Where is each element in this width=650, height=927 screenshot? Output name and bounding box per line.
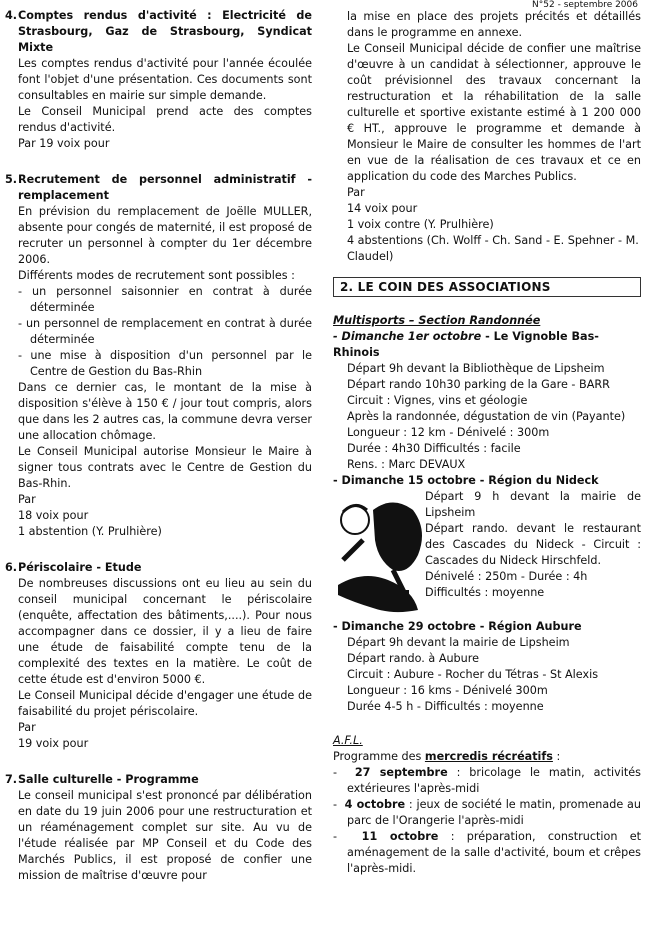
paragraph: Le Conseil Municipal décide d'engager une étude de faisabilité du projet périscolaire. bbox=[18, 689, 312, 718]
afl-item: - 11 octobre : préparation, construction et aménagement de la salle d'activité, boum et crêpes l'après-midi. bbox=[333, 830, 641, 875]
event-line: Longueur : 16 kms - Dénivelé 300m bbox=[347, 684, 548, 697]
afl-item-date: 27 septembre bbox=[354, 766, 448, 779]
afl-item: - 27 septembre : bricolage le matin, activités extérieures l'après-midi bbox=[333, 766, 641, 795]
vote: 1 abstention (Y. Prulhière) bbox=[18, 525, 162, 538]
event-line: Durée : 4h30 Difficultés : facile bbox=[347, 442, 521, 455]
paragraph: Le Conseil Municipal prend acte des comptes rendus d'activité. bbox=[18, 105, 312, 134]
event-line: Circuit : Vignes, vins et géologie bbox=[347, 394, 528, 407]
event-date: - Dimanche 29 octobre - Région Aubure bbox=[333, 620, 582, 633]
item-6 bbox=[0, 560, 312, 752]
afl-title: A.F.L. bbox=[333, 734, 363, 747]
vote: 14 voix pour bbox=[347, 202, 418, 215]
event-line: Difficultés : moyenne bbox=[425, 586, 545, 599]
paragraph: Le conseil municipal s'est prononcé par délibération en date du 19 juin 2006 pour une restructuration et un réaménagement complet sur site. Au vu de l'étude réalisée par MP Conseil et du Code des Marchés Publics, il est proposé de confier une mission de maîtrise d'œuvre pour bbox=[18, 789, 312, 882]
event-1 bbox=[333, 329, 641, 473]
afl-intro-highlight: mercredis récréatifs bbox=[424, 750, 553, 763]
item-title: Recrutement de personnel administratif - remplacement bbox=[18, 173, 312, 202]
event-date: - Dimanche 1er octobre bbox=[333, 330, 482, 343]
paragraph: En prévision du remplacement de Joëlle MULLER, absente pour congés de maternité, il est proposé de recruter un personnel à compter du 1er décembre 2006. bbox=[18, 205, 312, 266]
event-line: Départ 9 h devant la mairie de Lipsheim bbox=[425, 490, 641, 519]
event-line: Durée 4-5 h - Difficultés : moyenne bbox=[347, 700, 544, 713]
vote: 1 voix contre (Y. Prulhière) bbox=[347, 218, 494, 231]
item-number: 7. bbox=[5, 773, 18, 786]
hiker-illustration bbox=[333, 490, 443, 620]
afl-section bbox=[333, 733, 641, 877]
event-line: Départ 9h devant la mairie de Lipsheim bbox=[347, 636, 570, 649]
afl-item-text: : préparation, construction et aménagement de la salle d'activité, boum et crêpes l'après-midi. bbox=[347, 830, 641, 875]
afl-intro-text: Programme des bbox=[333, 750, 425, 763]
vote: Par bbox=[18, 721, 36, 734]
option: - un personnel saisonnier en contrat à durée déterminée bbox=[18, 285, 312, 314]
event-date: - Dimanche 15 octobre - Région du Nideck bbox=[333, 474, 599, 487]
afl-intro bbox=[333, 749, 641, 765]
multisports-title: Multisports – Section Randonnée bbox=[333, 314, 541, 327]
paragraph: Le Conseil Municipal décide de confier une maîtrise d'œuvre à un candidat à sélectionner, approuve le coût prévisionnel des travaux concernant la restructuration et la réhabilitation de la salle culturelle et sportive existante estimé à 1 200 000 € HT., approuve le programme et demande à Monsieur le Maire de consulter les hommes de l'art en vue de la réalisation de ces travaux et ce en application du code des Marches Publics. bbox=[347, 42, 641, 183]
item-title: Périscolaire - Etude bbox=[18, 561, 142, 574]
event-line: Après la randonnée, dégustation de vin (Payante) bbox=[347, 410, 626, 423]
afl-item-date: 4 octobre bbox=[344, 798, 406, 811]
vote: 18 voix pour bbox=[18, 509, 89, 522]
paragraph: Différents modes de recrutement sont possibles : bbox=[18, 269, 295, 282]
event-line: Départ 9h devant la Bibliothèque de Lipsheim bbox=[347, 362, 605, 375]
vote: Par bbox=[18, 493, 36, 506]
issue-header: N°52 - septembre 2006 bbox=[532, 0, 638, 10]
afl-item: - 4 octobre : jeux de société le matin, promenade au parc de l'Orangerie l'après-midi bbox=[333, 798, 641, 827]
event-line: Départ rando 10h30 parking de la Gare - BARR bbox=[347, 378, 610, 391]
event-line: Longueur : 12 km - Dénivelé : 300m bbox=[347, 426, 550, 439]
item-number: 5. bbox=[5, 173, 18, 186]
event-line: Circuit : Aubure - Rocher du Tétras - St Alexis bbox=[347, 668, 599, 681]
vote: Par 19 voix pour bbox=[18, 137, 110, 150]
vote: 4 abstentions (Ch. Wolff - Ch. Sand - E. Spehner - M. Claudel) bbox=[347, 234, 639, 263]
event-line: Rens. : Marc DEVAUX bbox=[347, 458, 466, 471]
item-7 bbox=[0, 772, 312, 884]
left-column bbox=[0, 0, 312, 884]
event-place: - Le Vignoble Bas-Rhinois bbox=[333, 330, 599, 359]
vote: 19 voix pour bbox=[18, 737, 89, 750]
event-3 bbox=[333, 619, 641, 715]
item-title: Salle culturelle - Programme bbox=[18, 773, 199, 786]
event-line: Dénivelé : 250m - Durée : 4h bbox=[425, 570, 588, 583]
afl-item-text: : bricolage le matin, activités extérieures l'après-midi bbox=[347, 766, 641, 795]
afl-item-text: : jeux de société le matin, promenade au parc de l'Orangerie l'après-midi bbox=[347, 798, 641, 827]
item-number: 6. bbox=[5, 561, 18, 574]
item-5 bbox=[0, 172, 312, 540]
paragraph: De nombreuses discussions ont eu lieu au sein du conseil municipal concernant le périscolaire (enquête, affectation des bâtiments,....). Pour nous accompagner dans ce dossier, il y a lieu de faire une étude de faisabilité compte tenu de la complexité des textes en la matière. Le coût de cette étude est d'environ 5000 €. bbox=[18, 577, 312, 686]
vote: Par bbox=[347, 186, 365, 199]
option: - un personnel de remplacement en contrat à durée déterminée bbox=[18, 317, 312, 346]
paragraph: Dans ce dernier cas, le montant de la mise à disposition s'élève à 150 € / jour tout compris, alors que dans les 2 autres cas, la commune devra verser une allocation chômage. bbox=[18, 381, 312, 442]
paragraph: Les comptes rendus d'activité pour l'année écoulée font l'objet d'une présentation. Ces documents sont consultables en mairie sur simple demande. bbox=[18, 57, 312, 102]
afl-intro-suffix: : bbox=[552, 750, 561, 763]
item-number: 4. bbox=[5, 9, 18, 22]
item-4 bbox=[0, 8, 312, 152]
option: - une mise à disposition d'un personnel par le Centre de Gestion du Bas-Rhin bbox=[18, 349, 312, 378]
event-line: Départ rando. à Aubure bbox=[347, 652, 479, 665]
right-column bbox=[333, 9, 641, 877]
item-title: Comptes rendus d'activité : Electricité de Strasbourg, Gaz de Strasbourg, Syndicat Mixte bbox=[18, 9, 312, 54]
paragraph: Le Conseil Municipal autorise Monsieur le Maire à signer tous contrats avec le Centre de Gestion du Bas-Rhin. bbox=[18, 445, 312, 490]
paragraph: la mise en place des projets précités et détaillés dans le programme en annexe. bbox=[347, 10, 641, 39]
event-line: Départ rando. devant le restaurant des Cascades du Nideck - Circuit : Cascades du Nideck Hirschfeld. bbox=[425, 522, 641, 567]
section-heading: 2. LE COIN DES ASSOCIATIONS bbox=[333, 277, 641, 297]
afl-item-date: 11 octobre bbox=[361, 830, 439, 843]
